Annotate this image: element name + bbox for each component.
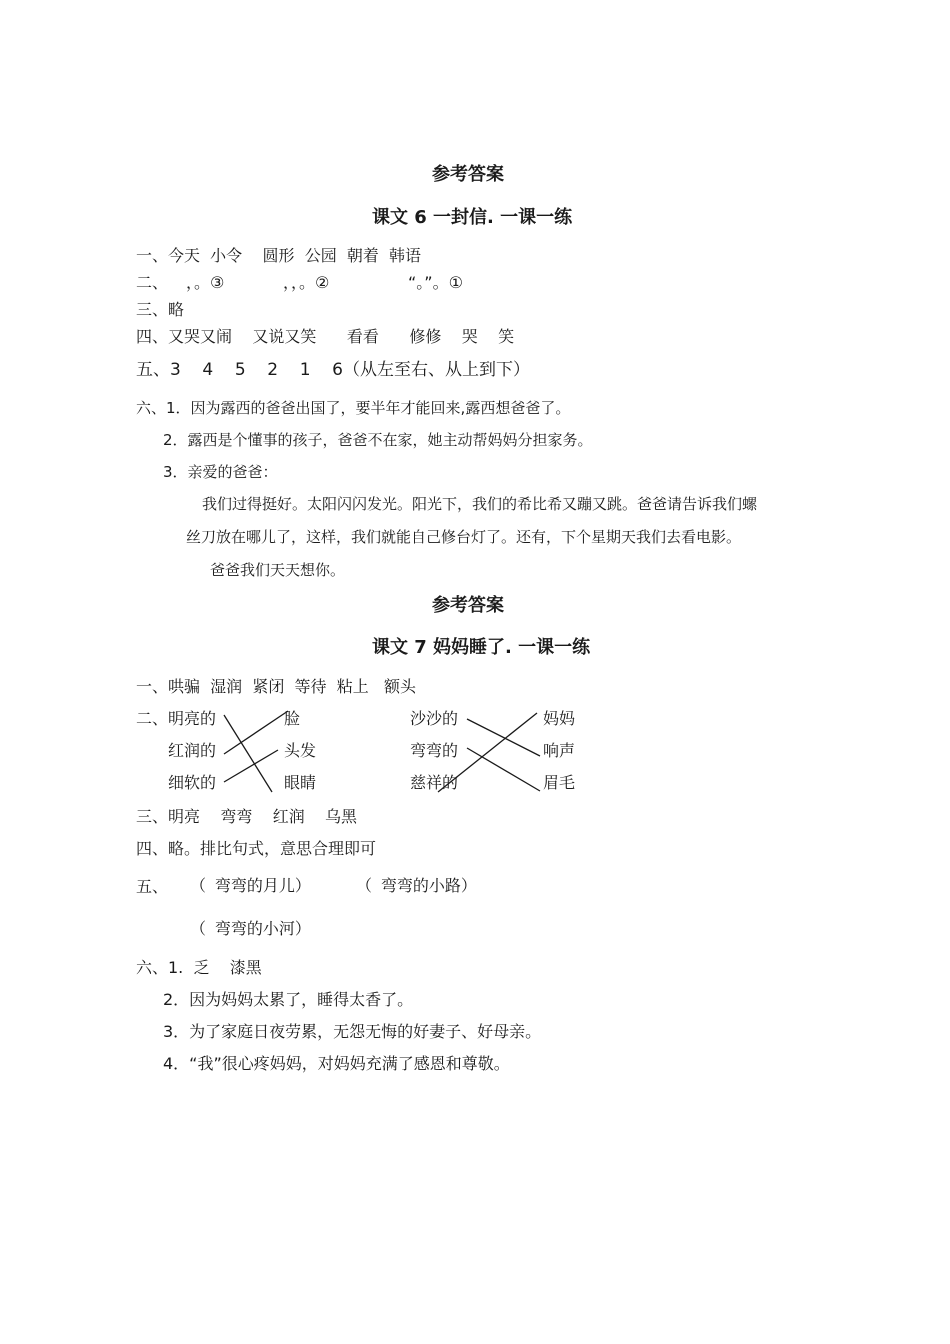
s7-match-left-right-2: 头发 xyxy=(284,741,317,760)
s7-match-right-right-2: 响声 xyxy=(543,741,576,760)
s6-q2-c: “。”。① xyxy=(408,273,463,292)
s7-q5-b: （ 弯弯的小路） xyxy=(356,878,477,895)
s7-match-right-right-1: 妈妈 xyxy=(543,709,576,728)
match-line-rustling-sound xyxy=(467,719,540,756)
s7-q6-item3: 3．为了家庭日夜劳累，无怨无悔的好妻子、好母亲。 xyxy=(163,1022,542,1041)
s7-q6-item4: 4．“我”很心疼妈妈，对妈妈充满了感恩和尊敬。 xyxy=(163,1054,510,1073)
s6-q2-prefix: 二、 xyxy=(136,273,169,292)
s7-q6-item1: 六、1. 乏 漆黑 xyxy=(136,958,262,977)
s6-q3: 三、略 xyxy=(136,300,185,319)
s7-match-right-1: 沙沙的 xyxy=(410,709,459,728)
s7-q3: 三、明亮 弯弯 红润 乌黑 xyxy=(136,807,358,826)
s6-letter-line2: 丝刀放在哪儿了，这样，我们就能自己修台灯了。还有，下个星期天我们去看电影。 xyxy=(186,528,742,546)
section6-title: 课文 6 一封信. 一课一练 xyxy=(372,207,573,228)
s7-match-left-right-1: 脸 xyxy=(284,709,301,728)
s7-match-right-right-3: 眉毛 xyxy=(543,773,576,792)
s7-q4: 四、略。排比句式，意思合理即可 xyxy=(136,839,377,858)
s7-q5-a: （ 弯弯的月儿） xyxy=(190,878,311,895)
s7-match-right-3: 慈祥的 xyxy=(410,773,459,792)
s6-q4: 四、又哭又闹 又说又笑 看看 修修 哭 笑 xyxy=(136,327,515,346)
s6-q6-item1: 六、1．因为露西的爸爸出国了，要半年才能回来,露西想爸爸了。 xyxy=(136,399,571,417)
match-line-rosy-face xyxy=(224,711,288,754)
match-line-soft-hair xyxy=(224,750,278,782)
s6-letter-line3: 爸爸我们天天想你。 xyxy=(210,561,346,579)
s6-q5: 五、3 4 5 2 1 6（从左至右、从上到下） xyxy=(136,360,530,380)
s7-match-right-2: 弯弯的 xyxy=(410,741,459,760)
s6-q6-item2: 2．露西是个懂事的孩子，爸爸不在家，她主动帮妈妈分担家务。 xyxy=(163,431,593,449)
s6-letter-line1: 我们过得挺好。太阳闪闪发光。阳光下，我们的希比希又蹦又跳。爸爸请告诉我们螺 xyxy=(202,495,758,513)
s7-match-left-right-3: 眼睛 xyxy=(284,773,317,792)
section6-heading: 参考答案 xyxy=(432,164,504,185)
s6-q6-item3: 3．亲爱的爸爸： xyxy=(163,463,278,481)
section7-heading: 参考答案 xyxy=(432,595,504,616)
s6-q2-a: ，。③ xyxy=(186,273,225,292)
section7-title: 课文 7 妈妈睡了. 一课一练 xyxy=(372,637,591,658)
s7-q5-c: （ 弯弯的小河） xyxy=(190,921,311,938)
s7-q2-prefix: 二、 xyxy=(136,709,169,728)
s7-q5-prefix: 五、 xyxy=(136,877,169,896)
s7-q6-item2: 2．因为妈妈太累了，睡得太香了。 xyxy=(163,990,414,1009)
match-line-curved-brows xyxy=(467,748,540,791)
s7-match-left-1: 明亮的 xyxy=(168,709,217,728)
s7-q1: 一、哄骗 湿润 紧闭 等待 粘上 额头 xyxy=(136,677,416,696)
s6-q2-b: ，，。② xyxy=(283,273,330,292)
s6-q1: 一、今天 小令 圆形 公园 朝着 韩语 xyxy=(136,246,422,265)
s7-match-left-3: 细软的 xyxy=(168,773,217,792)
s7-match-left-2: 红润的 xyxy=(168,741,217,760)
